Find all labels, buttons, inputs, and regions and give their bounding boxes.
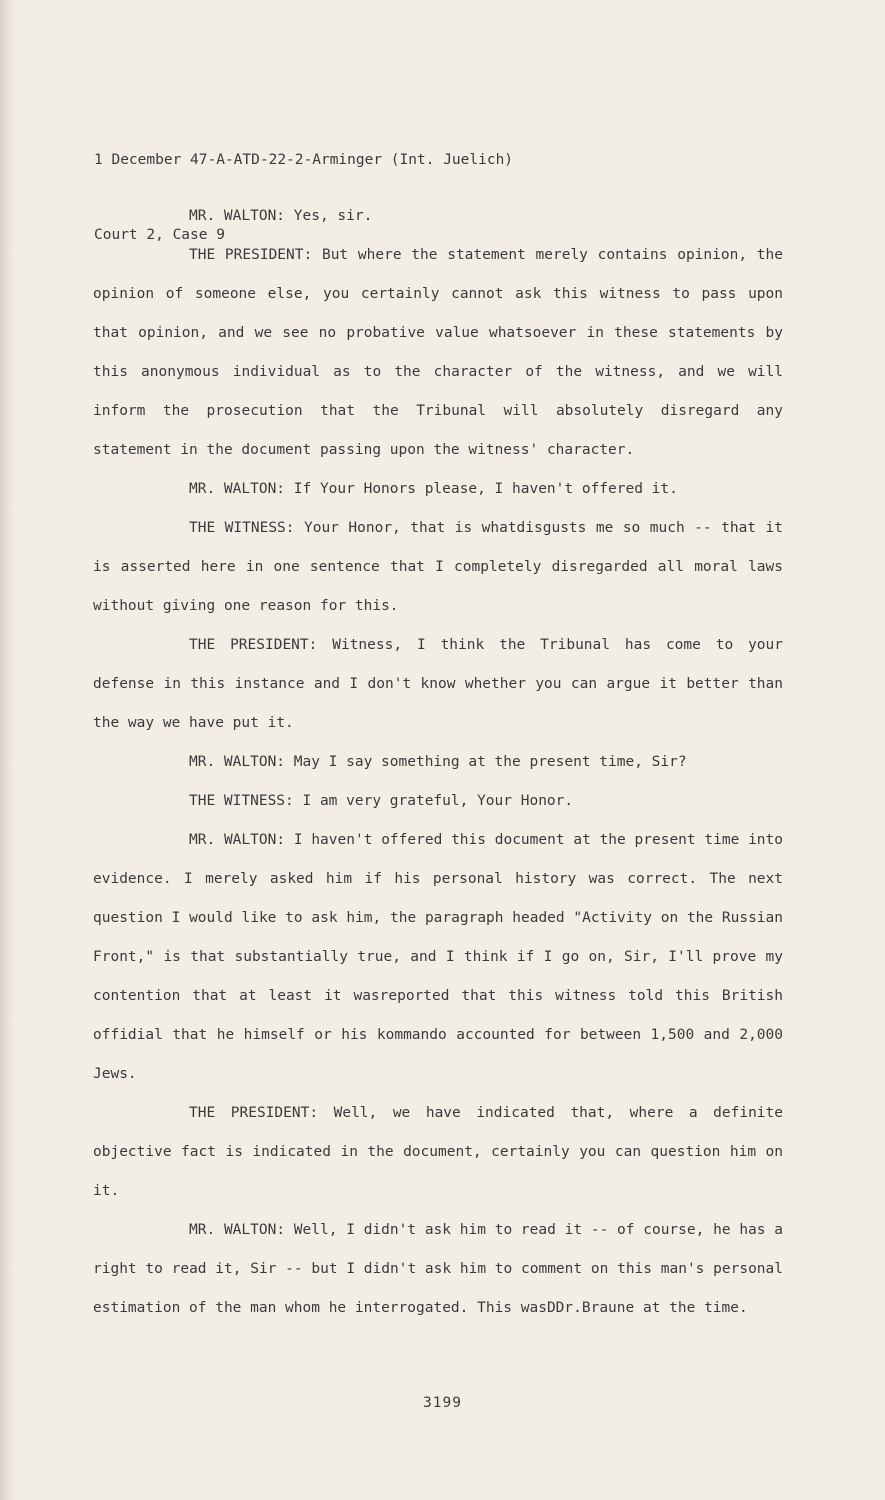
paragraph-text: THE PRESIDENT: Witness, I think the Tribunal has come to your defense in this instance and I don't know whether you can argue it better than the way we have put it. xyxy=(93,637,783,731)
paragraph-text: MR. WALTON: Well, I didn't ask him to read it -- of course, he has a right to read it, Sir -- but I didn't ask him to comment on this man's personal estimation of the man whom he interrogated. This wasDDr.Braune at the time. xyxy=(93,1222,783,1316)
paragraph-text: THE WITNESS: I am very grateful, Your Honor. xyxy=(189,793,574,809)
transcript-body xyxy=(93,197,783,1328)
transcript-paragraph xyxy=(93,236,783,470)
paper-edge-shadow xyxy=(0,0,14,1500)
paragraph-text: THE PRESIDENT: Well, we have indicated that, where a definite objective fact is indicated in the document, certainly you can question him on it. xyxy=(93,1105,783,1199)
transcript-paragraph xyxy=(93,470,783,509)
transcript-paragraph xyxy=(93,626,783,743)
paragraph-text: THE WITNESS: Your Honor, that is whatdisgusts me so much -- that it is asserted here in one sentence that I completely disregarded all moral laws without giving one reason for this. xyxy=(93,520,783,614)
transcript-paragraph xyxy=(93,1211,783,1328)
transcript-paragraph xyxy=(93,197,783,236)
paragraph-text: THE PRESIDENT: But where the statement merely contains opinion, the opinion of someone else, you certainly cannot ask this witness to pass upon that opinion, and we see no probative value whatsoever in these statements by this anonymous individual as to the character of the witness, and we will inform the prosecution that the Tribunal will absolutely disregard any statement in the document passing upon the witness' character. xyxy=(93,247,783,458)
header-line-date-reference: 1 December 47-A-ATD-22-2-Arminger (Int. Juelich) xyxy=(94,152,514,168)
transcript-paragraph xyxy=(93,782,783,821)
paragraph-text: MR. WALTON: If Your Honors please, I haven't offered it. xyxy=(189,481,678,497)
page-number: 3199 xyxy=(423,1395,462,1411)
paragraph-text: MR. WALTON: Yes, sir. xyxy=(189,208,373,224)
header-line-court-case: Court 2, Case 9 xyxy=(94,227,225,243)
transcript-paragraph xyxy=(93,1094,783,1211)
paragraph-text: MR. WALTON: I haven't offered this document at the present time into evidence. I merely asked him if his personal history was correct. The next question I would like to ask him, the paragraph headed "Activity on the Russian Front," is that substantially true, and I think if I go on, Sir, I'll prove my contention that at least it wasreported that this witness told this British offidial that he himself or his kommando accounted for between 1,500 and 2,000 Jews. xyxy=(93,832,783,1082)
transcript-paragraph xyxy=(93,821,783,1094)
paragraph-text: MR. WALTON: May I say something at the present time, Sir? xyxy=(189,754,687,770)
transcript-paragraph xyxy=(93,509,783,626)
transcript-paragraph xyxy=(93,743,783,782)
